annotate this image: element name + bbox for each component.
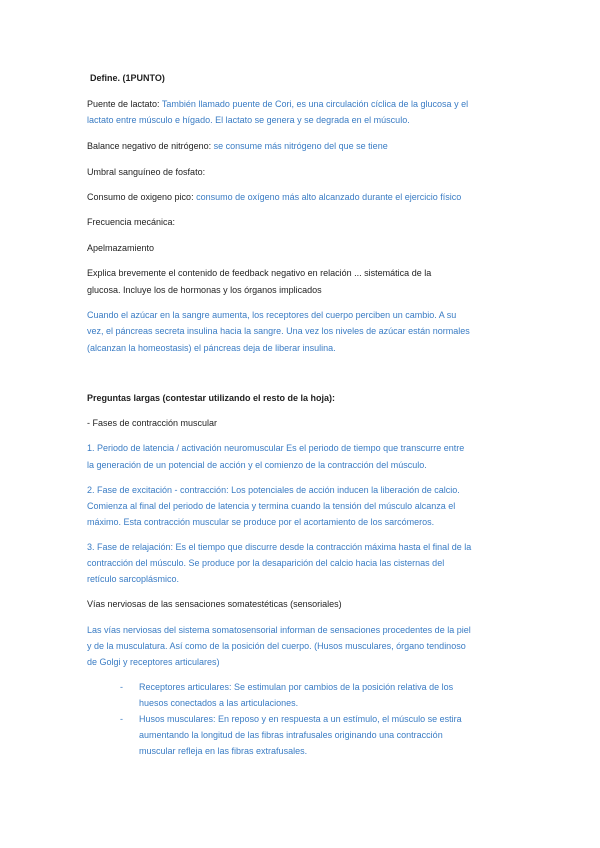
explica-answer-3: (alcanzan la homeostasis) el páncreas deja de liberar insulina. [87,343,336,353]
apelmazamiento-label: Apelmazamiento [87,243,155,253]
bullet-dash-2: - [120,714,123,724]
explica-answer-2: vez, el páncreas secreta insulina hacia la sangre. Una vez los niveles de azúcar están normales [87,326,470,336]
explica-question-1: Explica brevemente el contenido de feedback negativo en relación ... sistemática de la [87,268,432,278]
puente-text-1: También llamado puente de Cori, es una circulación cíclica de la glucosa y el [161,99,469,109]
puente-line-1 [87,98,468,110]
vias-title: Vías nerviosas de las sensaciones somatestéticas (sensoriales) [87,599,342,609]
fase2-line-2: Comienza al final del periodo de latencia y termina cuando la tensión del músculo alcanza el [87,501,456,511]
puente-text-2: lactato entre músculo e hígado. El lactato se genera y se degrada en el músculo. [87,115,410,125]
fases-title: - Fases de contracción muscular [87,418,218,428]
fase1-line-2: la generación de un potencial de acción y el comienzo de la contracción del músculo. [87,460,427,470]
fase2-line-3: máximo. Esta contracción muscular se produce por el acortamiento de los sarcómeros. [87,517,435,527]
vias-line-2: y de la musculatura. Así como de la posición del cuerpo. (Husos musculares, órgano tendinoso [87,641,466,651]
vias-line-1: Las vías nerviosas del sistema somatosensorial informan de sensaciones procedentes de la piel [87,625,471,635]
fase3-line-3: retículo sarcoplásmico. [87,574,180,584]
bullet1-line-1: Receptores articulares: Se estimulan por cambios de la posición relativa de los [139,682,454,692]
frecuencia-label: Frecuencia mecánica: [87,217,176,227]
puente-label: Puente de lactato: [87,99,162,109]
consumo-text: consumo de oxígeno más alto alcanzado durante el ejercicio físico [196,192,462,202]
balance-text: se consume más nitrógeno del que se tiene [213,141,388,151]
bullet2-line-3: muscular refleja en las fibras extrafusales. [139,746,308,756]
explica-answer-1: Cuando el azúcar en la sangre aumenta, los receptores del cuerpo perciben un cambio. A su [87,310,457,320]
bullet2-line-1: Husos musculares: En reposo y en respuesta a un estímulo, el músculo se estira [139,714,462,724]
fase2-line-1: 2. Fase de excitación - contracción: Los potenciales de acción inducen la liberación de calcio. [87,485,460,495]
bullet1-line-2: huesos conectados a las articulaciones. [139,698,299,708]
fase3-line-2: contracción del músculo. Se produce por la desaparición del calcio hacia las cisternas del [87,558,445,568]
umbral-label: Umbral sanguíneo de fosfato: [87,167,206,177]
balance-label: Balance negativo de nitrógeno: [87,141,214,151]
fase1-line-1: 1. Periodo de latencia / activación neuromuscular Es el periodo de tiempo que transcurre entre [87,443,465,453]
consumo-label: Consumo de oxigeno pico: [87,192,197,202]
bullet2-line-2: aumentando la longitud de las fibras intrafusales originando una contracción [139,730,443,740]
consumo-line [87,191,461,203]
vias-line-3: de Golgi y receptores articulares) [87,657,220,667]
largas-title: Preguntas largas (contestar utilizando el resto de la hoja): [87,393,336,403]
define-title: Define. (1PUNTO) [90,73,165,83]
bullet-dash-1: - [120,682,123,692]
fase3-line-1: 3. Fase de relajación: Es el tiempo que discurre desde la contracción máxima hasta el final de la [87,542,472,552]
explica-question-2: glucosa. Incluye los de hormonas y los órganos implicados [87,285,322,295]
balance-line [87,140,388,152]
